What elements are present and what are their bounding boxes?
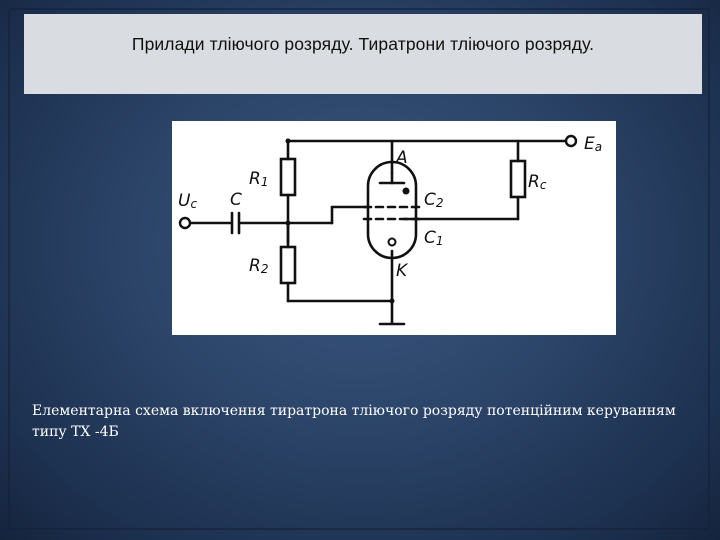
label-cathode: K xyxy=(396,261,408,281)
label-input: Uc xyxy=(178,191,198,211)
label-r2: R2 xyxy=(249,256,269,276)
gas-fill-dot xyxy=(403,188,410,195)
label-supply: Ea xyxy=(584,134,603,154)
divider-junction xyxy=(286,221,291,226)
circuit-svg xyxy=(172,121,616,335)
r1-resistor xyxy=(281,159,295,195)
cathode-dot xyxy=(389,239,396,246)
title-banner xyxy=(24,14,702,94)
label-c1: C1 xyxy=(424,228,444,248)
r2-resistor xyxy=(281,247,295,283)
diagram-caption: Елементарна схема включення тиратрона тліючого розряду потенційним керуванням типу ТХ -4Б xyxy=(32,403,676,440)
cathode-junction xyxy=(390,299,395,304)
label-anode: A xyxy=(396,148,408,168)
label-r1: R1 xyxy=(249,169,269,189)
rail-junction xyxy=(286,139,291,144)
input-terminal xyxy=(180,218,190,228)
slide-title: Прилади тліючого розряду. Тиратрони тліючого розряду. xyxy=(131,34,595,54)
label-rc: Rc xyxy=(528,172,547,192)
rc-resistor xyxy=(511,161,525,197)
circuit-diagram xyxy=(172,121,616,335)
supply-terminal xyxy=(566,136,576,146)
label-capacitor: C xyxy=(230,190,242,210)
label-c2: C2 xyxy=(424,190,444,210)
